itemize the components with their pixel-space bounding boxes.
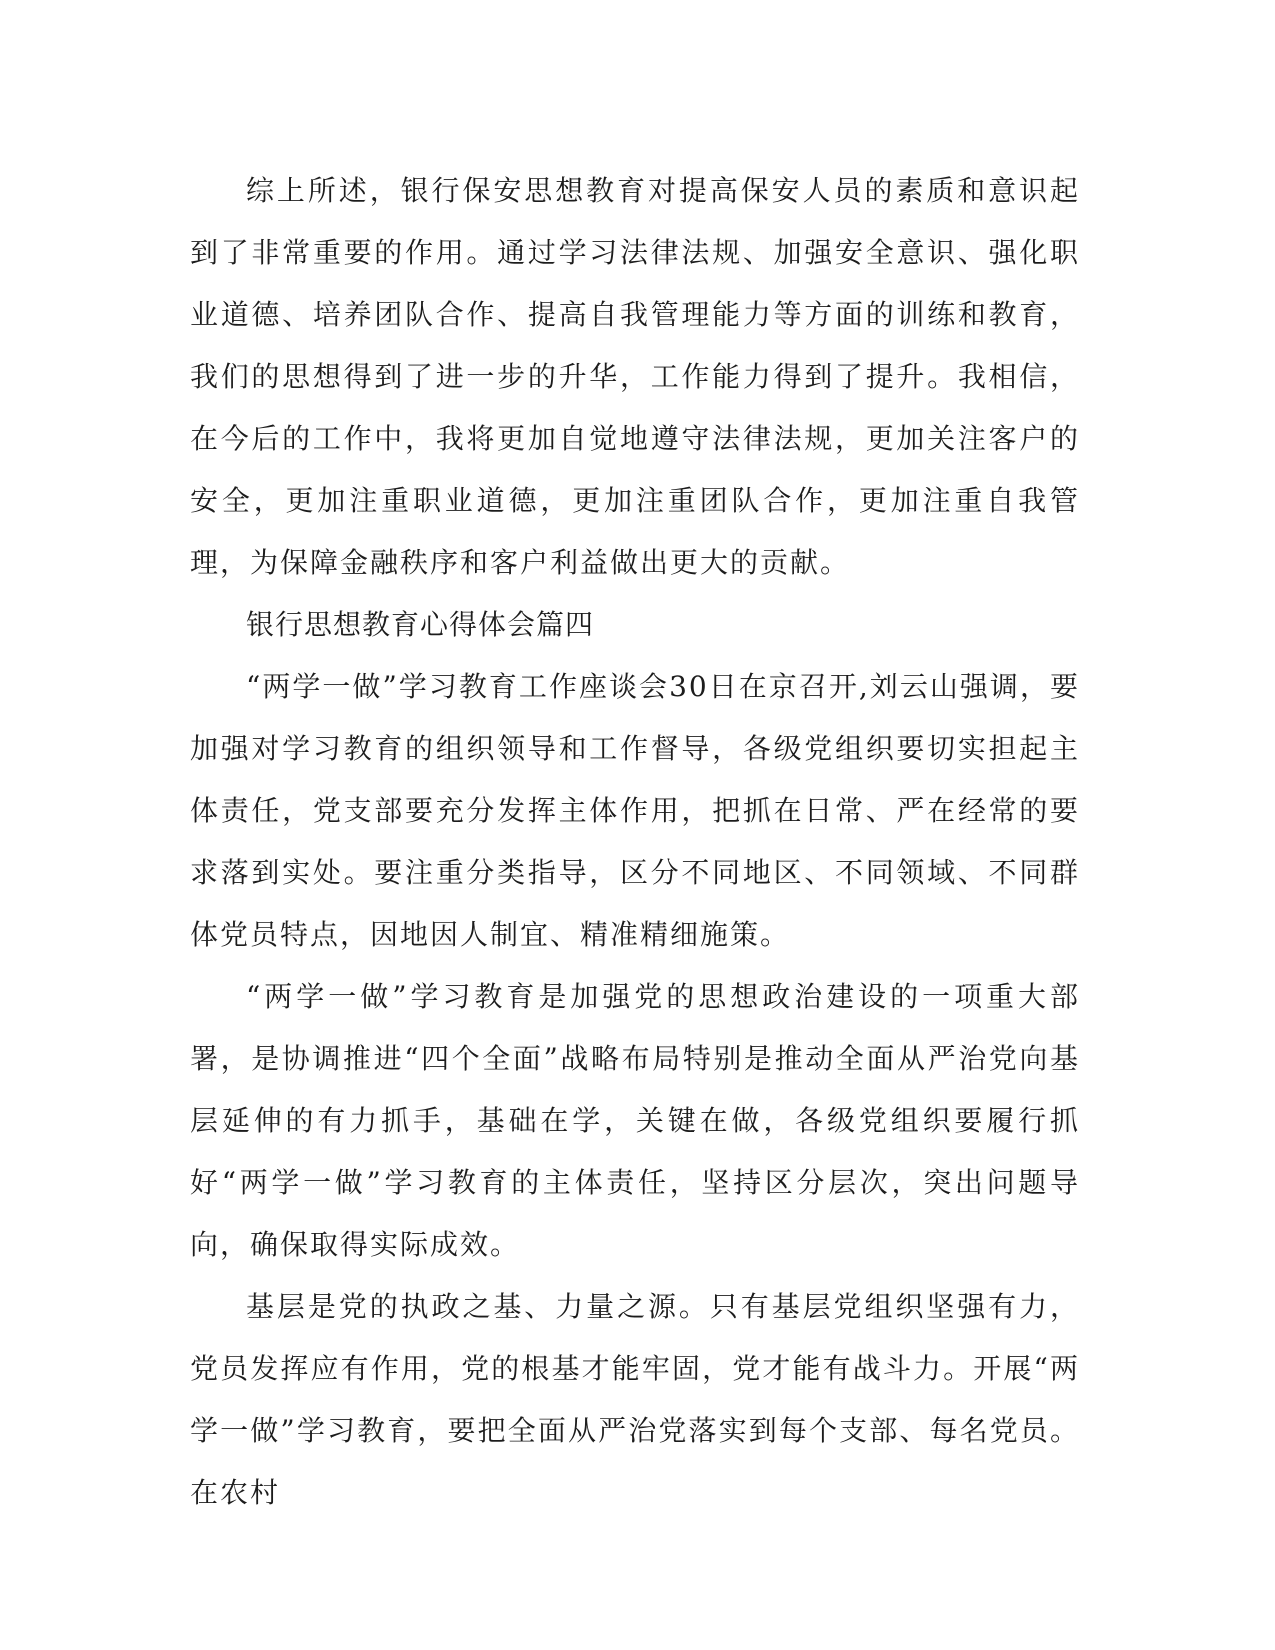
paragraph-summary: 综上所述，银行保安思想教育对提高保安人员的素质和意识起到了非常重要的作用。通过学习法律法规、加强安全意识、强化职业道德、培养团队合作、提高自我管理能力等方面的训练和教育，我们的思想得到了进一步的升华，工作能力得到了提升。我相信，在今后的工作中，我将更加自觉地遵守法律法规，更加关注客户的安全，更加注重职业道德，更加注重团队合作，更加注重自我管理，为保障金融秩序和客户利益做出更大的贡献。 <box>190 174 1080 579</box>
document-body <box>190 160 1080 1524</box>
paragraph-symposium: “两学一做”学习教育工作座谈会30日在京召开,刘云山强调，要加强对学习教育的组织领导和工作督导，各级党组织要切实担起主体责任，党支部要充分发挥主体作用，把抓在日常、严在经常的要求落到实处。要注重分类指导，区分不同地区、不同领域、不同群体党员特点，因地因人制宜、精准精细施策。 <box>190 670 1080 951</box>
paragraph-deployment: “两学一做”学习教育是加强党的思想政治建设的一项重大部署，是协调推进“四个全面”战略布局特别是推动全面从严治党向基层延伸的有力抓手，基础在学，关键在做，各级党组织要履行抓好“两学一做”学习教育的主体责任，坚持区分层次，突出问题导向，确保取得实际成效。 <box>190 980 1080 1261</box>
paragraph-grassroots: 基层是党的执政之基、力量之源。只有基层党组织坚强有力，党员发挥应有作用，党的根基才能牢固，党才能有战斗力。开展“两学一做”学习教育，要把全面从严治党落实到每个支部、每名党员。在农村 <box>190 1290 1080 1509</box>
section-heading: 银行思想教育心得体会篇四 <box>246 608 595 641</box>
